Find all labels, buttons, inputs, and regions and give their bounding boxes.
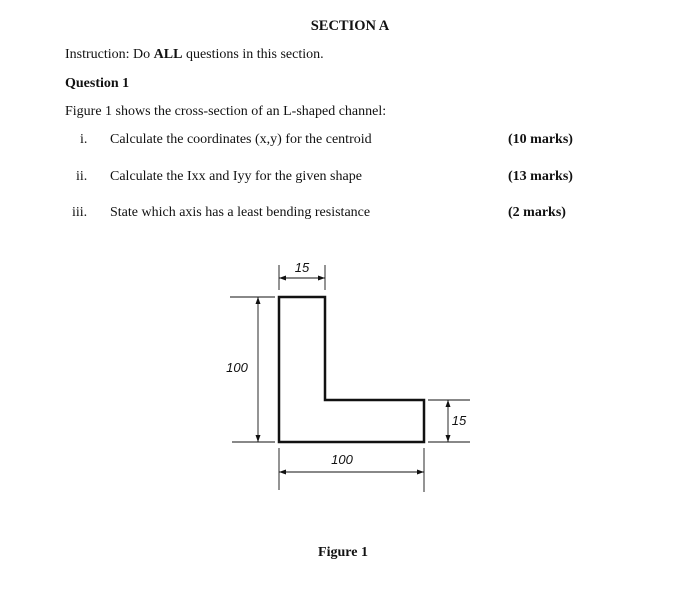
instruction-suffix: questions in this section.: [182, 47, 324, 62]
item-marks: (2 marks): [508, 205, 566, 220]
dim-height-label: 100: [226, 360, 248, 375]
item-text: State which axis has a least bending resistance: [110, 205, 371, 220]
question-intro: Figure 1 shows the cross-section of an L-shaped channel:: [65, 104, 387, 119]
item-number: i.: [80, 132, 88, 147]
instruction-emphasis: ALL: [153, 47, 183, 62]
section-title: SECTION A: [310, 18, 390, 34]
item-number: ii.: [76, 169, 88, 184]
dim-bottom-width-label: 100: [331, 452, 353, 467]
item-marks: (13 marks): [508, 169, 573, 184]
item-text: Calculate the coordinates (x,y) for the centroid: [110, 132, 372, 147]
item-text: Calculate the Ixx and Iyy for the given shape: [110, 169, 362, 184]
item-marks: (10 marks): [508, 132, 573, 147]
dim-top-width-label: 15: [294, 260, 310, 275]
instruction-prefix: Instruction: Do: [65, 47, 154, 62]
item-number: iii.: [72, 205, 88, 220]
question-label: Question 1: [65, 76, 130, 91]
dim-flange-thickness-label: 15: [451, 413, 467, 428]
figure-caption: Figure 1: [318, 545, 368, 560]
l-shape-outline: [279, 297, 424, 442]
